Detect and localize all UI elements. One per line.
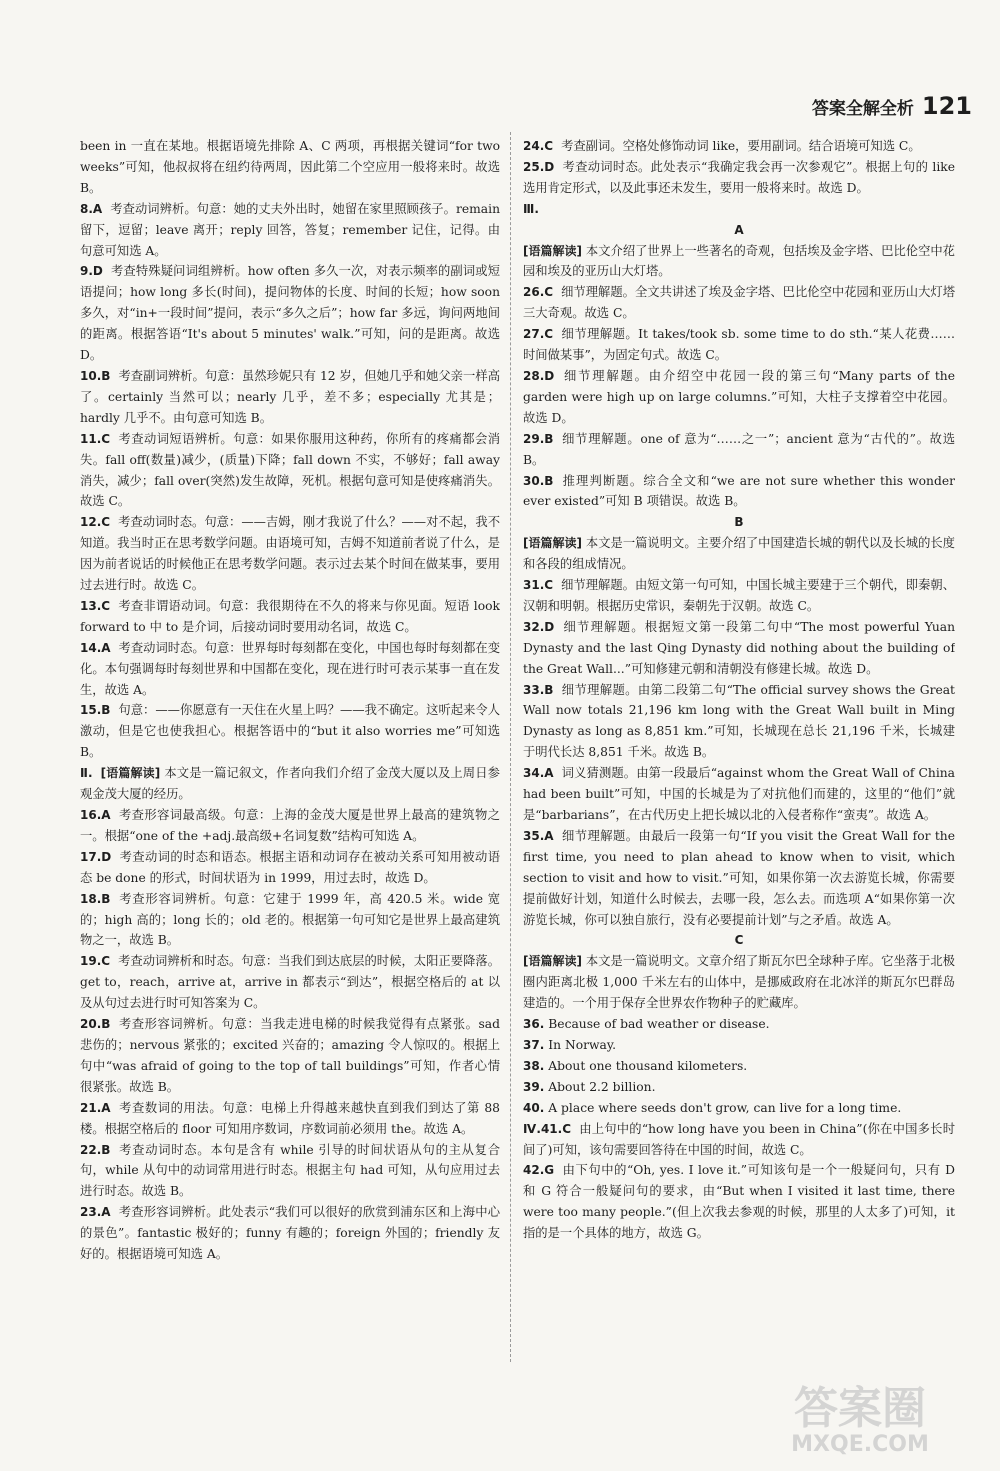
right-column xyxy=(523,136,955,1375)
answer-item xyxy=(523,429,955,471)
answer-item xyxy=(523,1035,955,1056)
answer-text: 考查动词短语辨析。句意：如果你服用这种药，你所有的疼痛都会消失。fall off(数量)减少，(质量)下降；fall down 不实，不够好；fall away 消失，减少；fall over(突然)发生故障，死机。根据句意可知是使疼痛消失。故选 C。 xyxy=(80,431,500,509)
answer-text: In Norway. xyxy=(548,1037,617,1052)
answer-number: 42.G xyxy=(523,1163,555,1178)
answer-number: 11.C xyxy=(80,431,111,446)
answer-number: 21.A xyxy=(80,1100,111,1115)
answer-item xyxy=(80,1014,500,1098)
answer-item xyxy=(80,951,500,1014)
watermark-line1: 答案圈 xyxy=(794,1383,926,1434)
answer-text: been in 一直在某地。根据语境先排除 A、C 两项，再根据关键词“for two weeks”可知，他叔叔将在纽约待两周，因此第二个空应用一般将来时。故选 B。 xyxy=(80,139,500,195)
answer-item xyxy=(523,1119,955,1161)
answer-item xyxy=(523,1098,955,1119)
left-column xyxy=(80,136,500,1375)
answer-text: 考查动词时态。句意：世界每时每刻都在变化，中国也每时每刻都在变化。本句强调每时每刻世界和中国都在变化，现在进行时可表示某事一直在发生，故选 A。 xyxy=(80,640,500,697)
answer-text: 由上句中的“how long have you been in China”(你在中国多长时间了)可知，该句需要回答待在中国的时间，故选 C。 xyxy=(523,1121,955,1157)
answer-text: 细节理解题。one of 意为“……之一”；ancient 意为“古代的”。故选 B。 xyxy=(523,431,955,467)
header-title: 答案全解全析 xyxy=(811,99,914,119)
column-divider xyxy=(510,132,511,1362)
answer-item xyxy=(80,512,500,596)
answer-text: 细节理解题。由第二段第二句“The official survey shows the Great Wall now totals 21,196 km long with the Great Wall built in Ming Dynasty as long as 8,851 km.”可知，长城现在总长 21,196 千米，长城建于明代长达 8,851 千米。故选 B。 xyxy=(523,682,955,760)
answer-item xyxy=(523,157,955,199)
answer-item xyxy=(523,1077,955,1098)
answer-number: 31.C xyxy=(523,578,554,593)
answer-item xyxy=(80,700,500,763)
answer-number: 32.D xyxy=(523,619,555,634)
answer-number: 12.C xyxy=(80,515,111,530)
answer-number: 33.B xyxy=(523,682,554,697)
answer-item xyxy=(80,847,500,889)
passage-label: [语篇解读] xyxy=(100,766,161,781)
answer-item xyxy=(80,638,500,701)
answer-number: 16.A xyxy=(80,808,111,822)
answer-text: 细节理解题。由短文第一句可知，中国长城主要建于三个朝代，即秦朝、汉朝和明朝。根据历史常识，秦朝先于汉朝。故选 C。 xyxy=(523,578,955,613)
answer-item xyxy=(523,1056,955,1077)
passage-label: [语篇解读] xyxy=(523,536,582,551)
answer-number: 28.D xyxy=(523,368,555,383)
answer-number: 14.A xyxy=(80,640,111,655)
answer-item xyxy=(523,680,955,764)
answer-text: 考查副词辨析。句意：虽然珍妮只有 12 岁，但她几乎和她父亲一样高了。certainly 当然可以；nearly 几乎，差不多；especially 尤其是；hardly 几乎不。由句意可知选 B。 xyxy=(80,368,500,425)
answer-number: 27.C xyxy=(523,327,554,342)
answer-item xyxy=(523,136,955,157)
answer-item xyxy=(523,826,955,931)
answer-item xyxy=(80,889,500,952)
answer-number: 13.C xyxy=(80,598,111,613)
answer-text: 细节理解题。It takes/took sb. some time to do sth.“某人花费……时间做某事”，为固定句式。故选 C。 xyxy=(523,327,955,363)
answer-text: 本文是一篇记叙文，作者向我们介绍了金茂大厦以及上周日参观金茂大厦的经历。 xyxy=(80,766,500,802)
section-number: Ⅲ. xyxy=(523,201,539,216)
answer-text: 句意：——你愿意有一天住在火星上吗？——我不确定。这听起来令人激动，但是它也使我担心。根据答语中的“but it also worries me”可知选 B。 xyxy=(80,703,500,760)
answer-text: 考查形容词最高级。句意：上海的金茂大厦是世界上最高的建筑物之一。根据“one of the +adj.最高级+名词复数”结构可知选 A。 xyxy=(80,808,500,843)
page-header xyxy=(812,92,972,120)
answer-number: 29.B xyxy=(523,431,554,446)
answer-item xyxy=(80,1140,500,1203)
answer-number: 30.B xyxy=(523,473,554,488)
answer-item xyxy=(523,575,955,617)
answer-text: 细节理解题。由最后一段第一句“If you visit the Great Wall for the first time, you need to plan ahead to know when to visit, which section to visit and how to visit.”可知，如果你第一次去游览长城，你需要提前做好计划，知道什么时候去，去哪一段，怎么去。而选项 A“如果你第一次游览长城，你可以独自旅行，没有必要提前计划”与之矛盾。故选 A。 xyxy=(523,828,955,927)
answer-text: 细节理解题。根据短文第一段第二句中“The most powerful Yuan Dynasty and the last Qing Dynasty did nothing about the building of the Great Wall...”可知修建元朝和清朝没有修建长城。故选 D。 xyxy=(523,619,955,676)
answer-text: 考查动词时态。本句是含有 while 引导的时间状语从句的主从复合句，while 从句中的动词常用进行时态。根据主句 had 可知，从句应用过去进行时态。故选 B。 xyxy=(80,1142,500,1199)
answer-item xyxy=(523,951,955,1014)
answer-number: 36. xyxy=(523,1017,545,1032)
answer-text: 考查数词的用法。句意：电梯上升得越来越快直到我们到达了第 88 楼。根据空格后的 floor 可知用序数词，序数词前必须用 the。故选 A。 xyxy=(80,1100,500,1136)
answer-text: About 2.2 billion. xyxy=(548,1079,656,1094)
answer-text: 考查非谓语动词。句意：我很期待在不久的将来与你见面。短语 look forward to 中 to 是介词，后接动词时要用动名词，故选 C。 xyxy=(80,598,500,634)
answer-number: 9.D xyxy=(80,264,103,279)
answer-text: 考查形容词辨析。句意：当我走进电梯的时候我觉得有点紧张。sad 悲伤的；nervous 紧张的；excited 兴奋的；amazing 令人惊叹的。根据上句中“was afraid of going to the top of tall buildings”可知，作者心情很紧张。故选 B。 xyxy=(80,1017,500,1094)
answer-number: 38. xyxy=(523,1058,545,1073)
answer-item xyxy=(80,763,500,805)
answer-text: 考查动词时态。句意：——吉姆，刚才我说了什么？——对不起，我不知道。我当时正在思考数学问题。由语境可知，吉姆不知道前者说了什么，是因为前者说话的时候他正在思考数学问题。表示过去某个时间在做某事，要用过去进行时。故选 C。 xyxy=(80,515,500,593)
passage-label: [语篇解读] xyxy=(523,954,582,969)
answer-text: 细节理解题。全文共讲述了埃及金字塔、巴比伦空中花园和亚历山大灯塔三大奇观。故选 C。 xyxy=(523,285,955,321)
watermark-logo xyxy=(750,1377,970,1457)
answer-text: 推理判断题。综合全文和“we are not sure whether this wonder ever existed”可知 B 项错误。故选 B。 xyxy=(523,473,955,509)
answer-item xyxy=(80,1202,500,1265)
passage-heading: C xyxy=(734,933,744,948)
answer-number: 15.B xyxy=(80,703,111,718)
answer-text: 考查形容词辨析。句意：它建于 1999 年，高 420.5 米。wide 宽的；high 高的；long 长的；old 老的。根据第一句可知它是世界上最高建筑物之一，故选 B。 xyxy=(80,891,500,948)
answer-number: Ⅳ.41.C xyxy=(523,1121,572,1136)
answer-number: 35.A xyxy=(523,828,554,843)
answer-item xyxy=(80,805,500,847)
passage-heading: B xyxy=(734,515,744,530)
answer-number: 26.C xyxy=(523,285,554,300)
passage-heading: A xyxy=(734,222,744,237)
passage-label: [语篇解读] xyxy=(523,243,582,258)
answer-text: 考查动词辨析。句意：她的丈夫外出时，她留在家里照顾孩子。remain 留下，逗留；leave 离开；reply 回答，答复；remember 记住，记得。由句意可知选 A。 xyxy=(80,201,500,258)
answer-text: 本文介绍了世界上一些著名的奇观，包括埃及金字塔、巴比伦空中花园和埃及的亚历山大灯塔。 xyxy=(523,243,955,279)
answer-item xyxy=(523,241,955,283)
answer-item xyxy=(80,199,500,262)
answer-text: 本文是一篇说明文。文章介绍了斯瓦尔巴全球种子库。它坐落于北极圈内距离北极 1,000 千米左右的山体中，是挪威政府在北冰洋的斯瓦尔巴群岛建造的。一个用于保存全世界农作物种子的贮藏库。 xyxy=(523,954,955,1011)
answer-text: 考查形容词辨析。此处表示“我们可以很好的欣赏到浦东区和上海中心的景色”。fantastic 极好的；funny 有趣的；foreign 外国的；friendly 友好的。根据语境可知选 A。 xyxy=(80,1205,500,1262)
answer-item xyxy=(80,596,500,638)
page-number: 121 xyxy=(921,92,972,120)
answer-item xyxy=(523,366,955,429)
answer-number: 17.D xyxy=(80,849,112,864)
answer-text: 考查特殊疑问词组辨析。how often 多久一次，对表示频率的副词或短语提问；how long 多长(时间)，提问物体的长度、时间的长短；how soon 多久，对“in+一段时间”提问，表示“多久之后”；how far 多远，询问两地间的距离。根据答语“It's about 5 minutes' walk.”可知，问的是距离。故选 D。 xyxy=(80,264,500,363)
answer-text: 考查动词时态。此处表示“我确定我会再一次参观它”。根据上句的 like 选用肯定形式，以及此事还未发生，要用一般将来时。故选 D。 xyxy=(523,159,955,195)
answer-item xyxy=(80,136,500,199)
answer-item xyxy=(523,1160,955,1244)
answer-number: 24.C xyxy=(523,139,554,153)
answer-number: 8.A xyxy=(80,201,103,216)
answer-number: 25.D xyxy=(523,159,555,174)
answer-item xyxy=(523,471,955,513)
watermark-line2: MXQE.COM xyxy=(791,1432,929,1457)
answer-item xyxy=(523,282,955,324)
answer-text: Because of bad weather or disease. xyxy=(548,1017,770,1032)
answer-text: 由下句中的“Oh, yes. I love it.”可知该句是一个一般疑问句，只有 D 和 G 符合一般疑问句的要求，由“But when I visited it last time, there were too many people.”(但上次我去参观的时候，那里的人太多了)可知，it 指的是一个具体的地方，故选 G。 xyxy=(523,1163,955,1241)
answer-text: 本文是一篇说明文。主要介绍了中国建造长城的朝代以及长城的长度和各段的组成情况。 xyxy=(523,536,955,572)
answer-number: Ⅱ. xyxy=(80,766,93,781)
answer-text: 细节理解题。由介绍空中花园一段的第三句“Many parts of the garden were high up on large columns.”可知，大柱子支撑着空中花园。故选 D。 xyxy=(523,368,955,425)
answer-item xyxy=(80,366,500,429)
answer-number: 40. xyxy=(523,1100,545,1115)
answer-number: 39. xyxy=(523,1079,545,1094)
answer-text: 考查动词辨析和时态。句意：当我们到达底层的时候，太阳正要降落。get to，reach，arrive at，arrive in 都表示“到达”，根据空格后的 at 以及从句过去进行时可知答案为 C。 xyxy=(80,954,500,1011)
answer-item xyxy=(523,617,955,680)
answer-text: About one thousand kilometers. xyxy=(548,1058,748,1073)
answer-item xyxy=(523,533,955,575)
answer-text: 词义猜测题。由第一段最后“against whom the Great Wall of China had been built”可知，中国的长城是为了对抗他们而建的，这里的“他们”就是“barbarians”，在古代历史上把长城以北的入侵者称作“蛮夷”。故选 A。 xyxy=(523,766,955,822)
answer-text: A place where seeds don't grow, can live for a long time. xyxy=(548,1100,902,1115)
answer-item xyxy=(80,1098,500,1140)
answer-number: 20.B xyxy=(80,1017,111,1032)
answer-number: 19.C xyxy=(80,954,111,969)
answer-number: 37. xyxy=(523,1037,545,1052)
answer-number: 23.A xyxy=(80,1205,111,1220)
answer-text: 考查副词。空格处修饰动词 like，要用副词。结合语境可知选 C。 xyxy=(561,139,921,153)
answer-item xyxy=(80,261,500,366)
answer-number: 10.B xyxy=(80,368,111,383)
section-marker xyxy=(523,199,955,220)
answer-text: 考查动词的时态和语态。根据主语和动词存在被动关系可知用被动语态 be done 的形式，时间状语为 in 1999，用过去时，故选 D。 xyxy=(80,849,500,885)
answer-item xyxy=(523,324,955,366)
answer-item xyxy=(523,1014,955,1035)
answer-item xyxy=(80,429,500,513)
answer-item xyxy=(523,763,955,826)
answer-number: 22.B xyxy=(80,1142,111,1157)
answer-number: 18.B xyxy=(80,891,111,906)
answer-number: 34.A xyxy=(523,766,554,781)
